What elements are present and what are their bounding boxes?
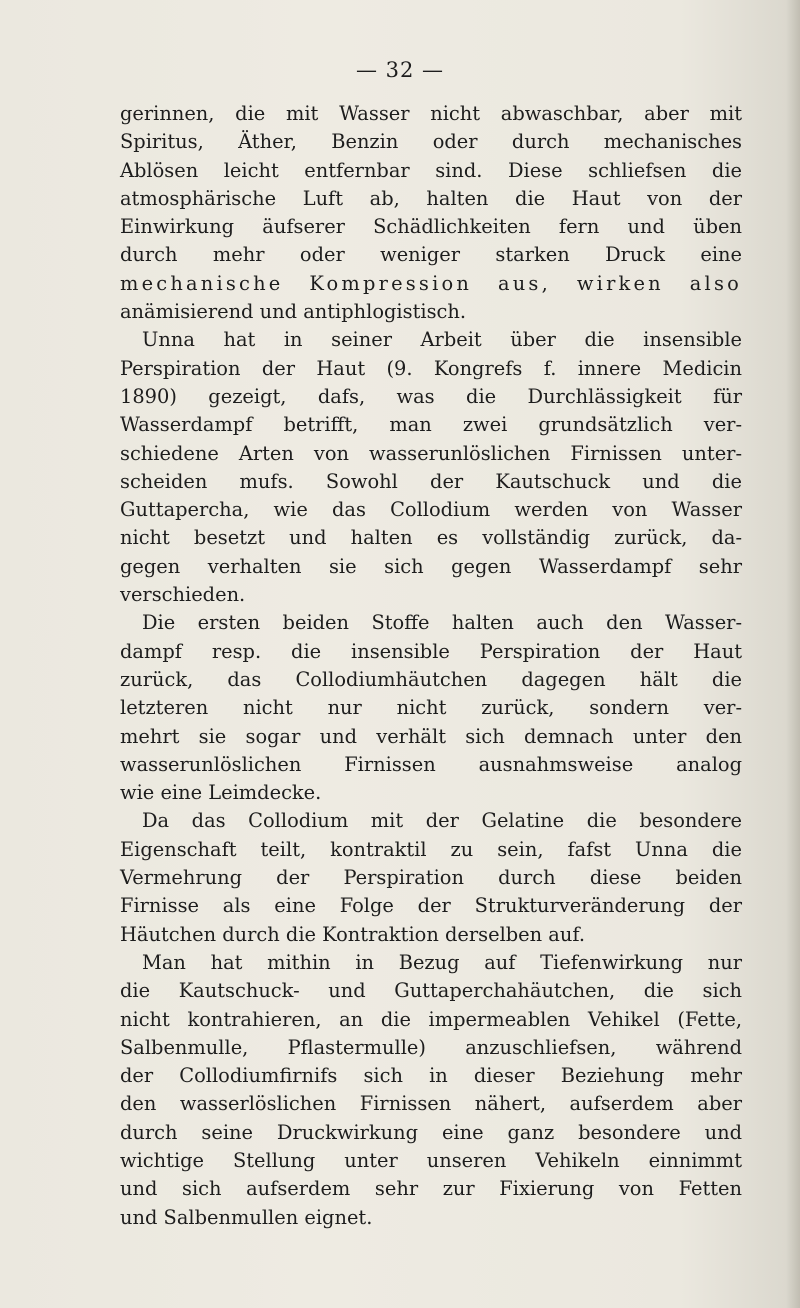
text-line: Salbenmulle, Pflastermulle) anzuschliefsen, während [120,1035,742,1059]
text-line: Guttapercha, wie das Collodium werden von Wasser [120,498,742,522]
body-text [120,100,742,1232]
text-line: nicht kontrahieren, an die impermeablen Vehikel (Fette, [120,1007,742,1031]
text-line: Vermehrung der Perspiration durch diese beiden [120,866,742,890]
text-line: durch seine Druckwirkung eine ganz besondere und [120,1120,742,1144]
text-line: letzteren nicht nur nicht zurück, sondern ver- [120,696,742,720]
text-line-spaced: mechanische Kompression aus, wirken also [120,271,742,295]
text-line: verschieden. [120,583,246,607]
text-line: Eigenschaft teilt, kontraktil zu sein, fafst Unna die [120,837,742,861]
text-line: wichtige Stellung unter unseren Vehikeln einnimmt [120,1148,742,1172]
text-line: 1890) gezeigt, dafs, was die Durchlässigkeit für [120,384,742,408]
text-line: gerinnen, die mit Wasser nicht abwaschbar, aber mit [120,102,742,125]
text-line: gegen verhalten sie sich gegen Wasserdampf sehr [120,554,742,578]
text-line: zurück, das Collodiumhäutchen dagegen hält die [120,667,742,691]
text-line: und Salbenmullen eignet. [120,1205,373,1229]
text-line: Die ersten beiden Stoffe halten auch den Wasser- [142,611,742,635]
text-line: durch mehr oder weniger starken Druck eine [120,243,742,267]
text-line: wasserunlöslichen Firnissen ausnahmsweise analog [120,752,742,776]
text-line: atmosphärische Luft ab, halten die Haut von der [120,186,742,210]
page-number: — 32 — [355,58,445,82]
text-line: Häutchen durch die Kontraktion derselben auf. [120,922,586,946]
text-line: und sich aufserdem sehr zur Fixierung von Fetten [120,1177,742,1201]
text-line: mehrt sie sogar und verhält sich demnach unter den [120,724,742,748]
text-line: der Collodiumfirnifs sich in dieser Beziehung mehr [120,1064,742,1088]
text-line: Perspiration der Haut (9. Kongrefs f. innere Medicin [120,356,742,380]
text-line: Wasserdampf betrifft, man zwei grundsätzlich ver- [120,413,742,437]
text-line: Ablösen leicht entfernbar sind. Diese schliefsen die [120,158,742,182]
text-line: Spiritus, Äther, Benzin oder durch mechanisches [120,130,742,154]
text-line: dampf resp. die insensible Perspiration der Haut [120,639,742,663]
text-line: schiedene Arten von wasserunlöslichen Firnissen unter- [120,441,742,465]
text-line: wie eine Leimdecke. [120,781,322,805]
text-line: scheiden mufs. Sowohl der Kautschuck und die [120,469,742,493]
text-line: Da das Collodium mit der Gelatine die besondere [142,809,742,833]
text-line: den wasserlöslichen Firnissen nähert, aufserdem aber [120,1092,742,1116]
text-line: Unna hat in seiner Arbeit über die insensible [142,328,742,352]
text-line: Man hat mithin in Bezug auf Tiefenwirkung nur [142,950,742,974]
text-line: Einwirkung äufserer Schädlichkeiten fern und üben [120,215,742,239]
text-line: die Kautschuck- und Guttaperchahäutchen, die sich [120,979,742,1003]
text-line: anämisierend und antiphlogistisch. [120,300,467,324]
text-line: nicht besetzt und halten es vollständig zurück, da- [120,526,742,550]
page-edge-shadow [786,0,800,1308]
text-line: Firnisse als eine Folge der Strukturveränderung der [120,894,742,918]
